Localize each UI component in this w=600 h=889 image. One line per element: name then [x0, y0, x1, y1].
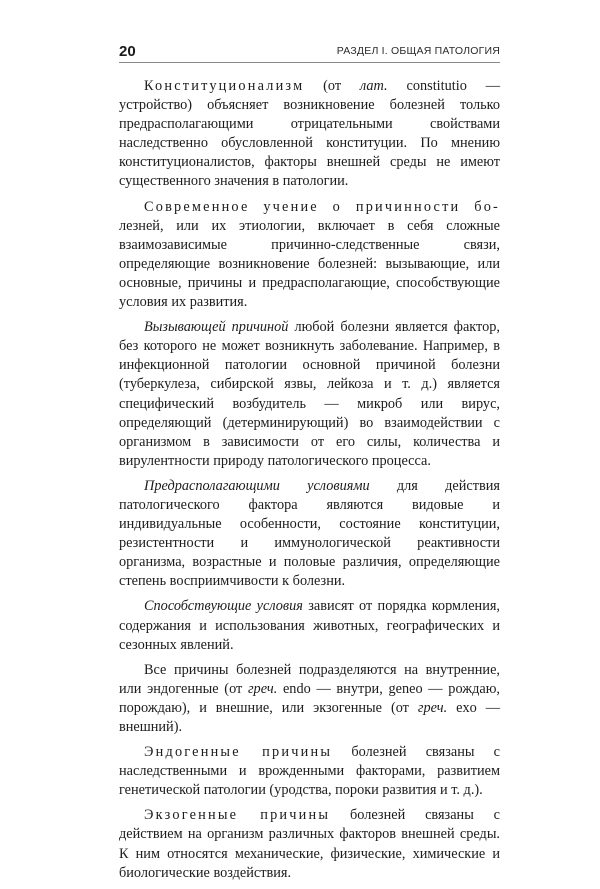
paragraph-constitutionalism: Конституционализм (от лат. constitutio — устройство) объясняет возникновение болезней только предрасполагающими отрицательными свойствами наследственно обусловленной конституции. По мнению конституционалистов, факторы внешней среды не имеют существенного значения в патологии. — [119, 78, 500, 190]
term-spaced: Конституционализм — [144, 78, 305, 94]
abbr-lat: лат. — [360, 78, 388, 94]
paragraph-predisposing: Предрасполагающими условиями для действия патологического фактора являются видовые и индивидуальные особенности, состояние конституции, резистентности и иммунологической реактивности организма, возрастные и половые различия, определяющие степень восприимчивости к болезни. — [119, 477, 500, 590]
term-spaced: Эндогенные причины — [144, 744, 333, 761]
term-italic: Предрасполагающими условиями — [144, 477, 370, 494]
body-text — [119, 77, 500, 889]
header-rule — [119, 62, 500, 63]
term-spaced: Экзогенные причины — [144, 807, 331, 824]
paragraph-causing-cause: Вызывающей причиной любой болезни является фактор, без которого не может возникнуть заболевание. Например, в инфекционной патологии основной причиной болезни (туберкулеза, сибирской язвы, лейкоза и т. д.) является специфический возбудитель — микроб или вирус, определяющий (детерминирующий) во взаимодействии с организмом в зависимости от его силы, количества и вирулентности природу патологического процесса. — [119, 319, 500, 469]
page-header — [119, 43, 500, 61]
paragraph-endogenous: Эндогенные причины болезней связаны с наследственными и врожденными факторами, развитием генетической патологии (уродства, пороки развития и т. д.). — [119, 744, 500, 799]
running-head: РАЗДЕЛ I. ОБЩАЯ ПАТОЛОГИЯ — [336, 45, 500, 57]
abbr-greek: греч. — [417, 699, 448, 716]
paragraph-contributing: Способствующие условия зависят от порядка кормления, содержания и использования животных, географических и сезонных явлений. — [119, 598, 500, 653]
page-number: 20 — [119, 43, 136, 60]
term-spaced: Современное учение о причинности бо- — [144, 198, 500, 215]
term-italic: Способствующие условия — [144, 598, 303, 615]
term-italic: Вызывающей причиной — [144, 319, 289, 336]
paragraph-exogenous: Экзогенные причины болезней связаны с действием на организм различных факторов внешней среды. К ним относятся механические, физические, химические и биологические воздействия. — [119, 807, 500, 881]
paragraph-classification: Все причины болезней подразделяются на внутренние, или эндогенные (от греч. endo — внутри, geneo — рождаю, порождаю), и внешние, или экзогенные (от греч. exo — внешний). — [119, 661, 500, 735]
paragraph-etiology: Современное учение о причинности бо-лезней, или их этиологии, включает в себя сложные взаимозависимые причинно-следственные связи, определяющие возникновение болезней: вызывающие, или основные, причины и предрасполагающие, способствующие условия их развития. — [119, 198, 500, 311]
abbr-greek: греч. — [247, 680, 278, 697]
